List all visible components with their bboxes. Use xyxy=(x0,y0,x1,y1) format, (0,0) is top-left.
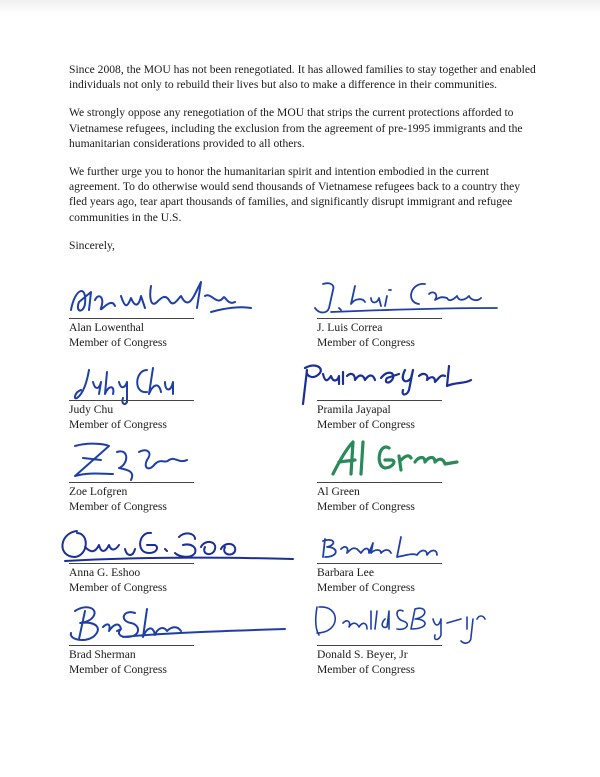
signatory-name: Anna G. Eshoo xyxy=(69,566,141,579)
signature-sherman xyxy=(63,601,293,651)
signatory-title: Member of Congress xyxy=(317,663,415,676)
signatory-title: Member of Congress xyxy=(69,500,167,513)
closing: Sincerely, xyxy=(69,238,115,252)
signature-line xyxy=(69,563,194,564)
signatory-title: Member of Congress xyxy=(317,336,415,349)
signature-line xyxy=(317,482,442,483)
signature-line xyxy=(317,563,442,564)
signature-green xyxy=(327,438,477,486)
signature-line xyxy=(69,318,194,319)
signatory-title: Member of Congress xyxy=(69,336,167,349)
signatory-name: Pramila Jayapal xyxy=(317,403,391,416)
paragraph-1: Since 2008, the MOU has not been renegotiated. It has allowed families to stay together and enabled individuals not only to rebuild their lives but also to make a difference in their communities. xyxy=(69,63,536,92)
signatory-name: Alan Lowenthal xyxy=(69,321,145,334)
signatory-name: Zoe Lofgren xyxy=(69,485,128,498)
signature-line xyxy=(69,482,194,483)
paragraph-3: We further urge you to honor the humanitarian spirit and intention embodied in the current agreement. To do otherwise would send thousands of Vietnamese refugees back to a country they fled years ago, tear apart thousands of families, and significantly disrupt immigrant and refugee communities in the U.S. xyxy=(69,165,521,224)
signature-chu xyxy=(69,364,209,408)
signatory-title: Member of Congress xyxy=(69,663,167,676)
signature-line xyxy=(69,400,194,401)
signature-eshoo xyxy=(55,527,295,571)
signatory-title: Member of Congress xyxy=(69,418,167,431)
signatory-name: Brad Sherman xyxy=(69,648,136,661)
letter-body xyxy=(69,62,539,266)
signatory-title: Member of Congress xyxy=(69,581,167,594)
signatory-title: Member of Congress xyxy=(317,500,415,513)
signatory-title: Member of Congress xyxy=(317,418,415,431)
signature-line xyxy=(317,645,442,646)
signatory-name: Judy Chu xyxy=(69,403,114,416)
signatory-name: J. Luis Correa xyxy=(317,321,383,334)
signatory-name: Donald S. Beyer, Jr xyxy=(317,648,408,661)
signature-line xyxy=(317,318,442,319)
signature-line xyxy=(317,400,442,401)
signatory-name: Al Green xyxy=(317,485,360,498)
paragraph-2: We strongly oppose any renegotiation of the MOU that strips the current protections afforded to Vietnamese refugees, including the exclusion from the agreement of pre-1995 immigrants and the humanitarian considerations provided to all others. xyxy=(69,106,523,150)
signatory-title: Member of Congress xyxy=(317,581,415,594)
signatory-name: Barbara Lee xyxy=(317,566,374,579)
signature-line xyxy=(69,645,194,646)
